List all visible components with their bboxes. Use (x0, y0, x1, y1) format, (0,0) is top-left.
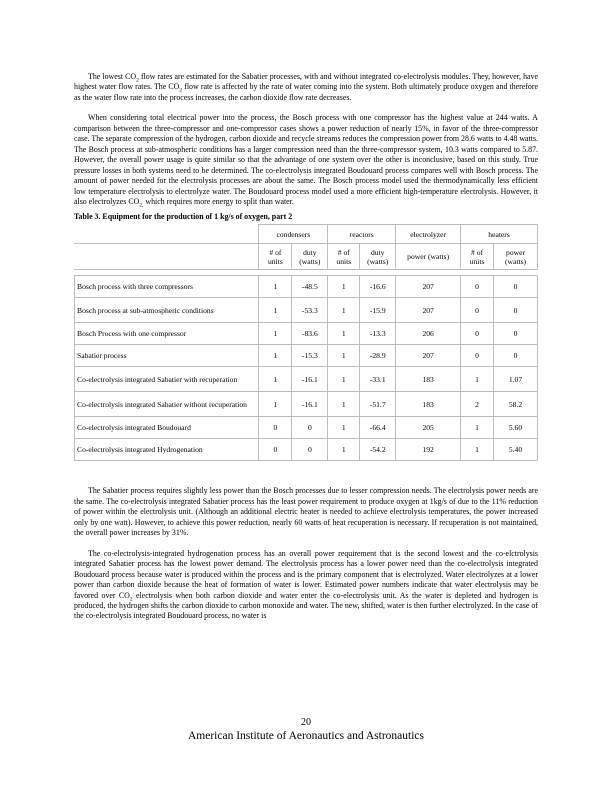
table-row (75, 392, 538, 417)
row-label: Sabatier process (75, 345, 259, 367)
table-cell: 192 (396, 439, 461, 461)
p2-text-b: which requires more energy to split than water. (143, 196, 294, 206)
table-cell: -53.3 (292, 298, 328, 323)
table-corner-cell (75, 225, 259, 244)
table-cell: 183 (396, 367, 461, 392)
paragraph-sabatier: The Sabatier process requires slightly less power than the Bosch processes due to lesser compression needs. The electrolysis power needs are the same. The co-electrolysis integrated Sabatier process has the least power requirement to produce oxygen at 1kg/s of due to the 11% reduction of power within the electrolysis unit. (Although an additional electric heater is needed to achieve electrolysis temperatures, the power increased only by one watt). However, to achieve this power reduction, nearly 60 watts of heat recuperation is necessary. If recuperation is not maintained, the overall power increases by 31%. (74, 486, 538, 538)
row-label: Co-electrolysis integrated Boudouard (75, 417, 259, 439)
row-label: Bosch process at sub-atmospheric conditions (75, 298, 259, 323)
table-cell: -15.9 (360, 298, 396, 323)
p4-text-a: The co-electrolysis-integrated hydrogenation process has an overall power requirement that is the second lowest and the co-elctrolysis integrated Sabatier process has the lowest power demand. The electrolysis process has a lower power need than the co-electrolysis integrated Boudouard process because water is produced within the process and is the primary component that is electrolyzed. Water electrolyzes at a lower power than carbon dioxide because the heat of formation of water is lower. Estimated power numbers indicate that water electrolysis may be favored over CO (74, 548, 538, 600)
table-cell: 1 (328, 367, 360, 392)
table-cell: -51.7 (360, 392, 396, 417)
table-cell: 1 (259, 323, 292, 345)
table-cell: -33.1 (360, 367, 396, 392)
group-header-reactors: reactors (328, 225, 396, 244)
row-label: Co-electrolysis integrated Hydrogenation (75, 439, 259, 461)
table-cell: 0 (461, 276, 494, 298)
subheader-condenser-units: # of units (259, 244, 292, 270)
table-row (75, 323, 538, 345)
table-cell: 207 (396, 276, 461, 298)
table-cell: 58.2 (494, 392, 538, 417)
p1-text-b: flow rates are estimated for the Sabatier processes, with and without integrated co-electrolysis modules. They, however, have highest water flow rates. The CO (74, 72, 539, 92)
row-label: Bosch Process with one compressor (75, 323, 259, 345)
table-cell: 206 (396, 323, 461, 345)
table-cell: 207 (396, 345, 461, 367)
table-cell: 0 (461, 298, 494, 323)
table-cell: -16.1 (292, 392, 328, 417)
table-cell: 1 (328, 417, 360, 439)
p4-text-b: electrolysis when both carbon dioxide and water enter the co-electrolysis unit. As the water is depleted and hydrogen is produced, the hydrogen shifts the carbon dioxide to carbon monoxide and water. The new, shifted, water is then further electrolyzed. In the case of the co-electrolysis integrated Boudouard process, no water is (74, 590, 538, 621)
table-cell: 1 (259, 298, 292, 323)
table-body (75, 276, 538, 461)
table-cell: 1 (328, 345, 360, 367)
paragraph-co2-flow (74, 72, 538, 103)
table-cell: -83.6 (292, 323, 328, 345)
table-cell: 0 (494, 298, 538, 323)
equipment-table (74, 224, 538, 461)
table-cell: -54.2 (360, 439, 396, 461)
subheader-reactor-duty: duty (watts) (360, 244, 396, 270)
table-cell: 205 (396, 417, 461, 439)
paragraph-hydrogenation (74, 549, 538, 622)
table-caption: Table 3. Equipment for the production of 1 kg/s of oxygen, part 2 (74, 212, 293, 222)
table-cell: 183 (396, 392, 461, 417)
footer-organization: American Institute of Aeronautics and Astronautics (187, 730, 424, 742)
table-subheader-row (75, 244, 538, 270)
table-cell: 0 (259, 417, 292, 439)
subheader-electrolyzer-power: power (watts) (396, 244, 461, 270)
table-row (75, 417, 538, 439)
table-cell: 0 (494, 323, 538, 345)
table-row (75, 367, 538, 392)
table-cell: -16.6 (360, 276, 396, 298)
table-cell: -28.9 (360, 345, 396, 367)
row-label: Co-electrolysis integrated Sabatier with recuperation (75, 367, 259, 392)
page-number: 20 (301, 717, 311, 728)
table-cell: 1 (328, 276, 360, 298)
table-cell: 1 (461, 417, 494, 439)
table-cell: 1 (461, 367, 494, 392)
table-cell: 1.07 (494, 367, 538, 392)
table-cell: 1 (259, 367, 292, 392)
table-cell: 0 (259, 439, 292, 461)
p1-sub-2: 2 (179, 88, 183, 95)
table-cell: -16.1 (292, 367, 328, 392)
table-cell: 2 (461, 392, 494, 417)
table-cell: 1 (328, 439, 360, 461)
table-group-header-row (75, 225, 538, 244)
table-cell: -13.3 (360, 323, 396, 345)
p1-text-a: The lowest CO (88, 72, 137, 81)
table-cell: 1 (328, 323, 360, 345)
table-cell: -15.3 (292, 345, 328, 367)
paragraph-electrical-power (74, 113, 538, 207)
p2-sub-1: 2, (139, 202, 144, 209)
table-cell: 0 (494, 276, 538, 298)
subheader-reactor-units: # of units (328, 244, 360, 270)
p4-sub-1: 2 (129, 596, 133, 603)
table-cell: 0 (494, 345, 538, 367)
table-cell: 1 (259, 392, 292, 417)
group-header-heaters: heaters (461, 225, 538, 244)
table-cell: 1 (461, 439, 494, 461)
table-row (75, 439, 538, 461)
table-cell: -66.4 (360, 417, 396, 439)
table-cell: 1 (328, 392, 360, 417)
table-cell: 1 (328, 298, 360, 323)
table-corner-cell-2 (75, 244, 259, 270)
table-cell: 5.40 (494, 439, 538, 461)
p1-sub-1: 2 (136, 77, 139, 84)
table-cell: 1 (259, 345, 292, 367)
table-row (75, 298, 538, 323)
table-cell: 0 (292, 439, 328, 461)
table-cell: 5.60 (494, 417, 538, 439)
table-cell: 0 (292, 417, 328, 439)
table-cell: 1 (259, 276, 292, 298)
table-cell: 0 (461, 345, 494, 367)
group-header-condensers: condensers (259, 225, 328, 244)
table-cell: 207 (396, 298, 461, 323)
subheader-heater-power: power (watts) (494, 244, 538, 270)
subheader-condenser-duty: duty (watts) (292, 244, 328, 270)
p2-text-a: When considering total electrical power into the process, the Bosch process with one compressor has the highest value at 244 watts. A comparison between the three-compressor and one-compressor cases shows a power reduction of nearly 15%, in favor of the three-compressor case. The separate compression of the hydrogen, carbon dioxide and recycle streams reduces the compression power from 28.6 watts to 4.48 watts. The Bosch process at sub-atmospheric conditions has a larger compression need than the three-compressor system, 10.3 watts compared to 5.87. However, the overall power usage is quite similar so that the advantage of one system over the other is inconclusive, based on this study. True pressure losses in both systems need to be determined. The co-electrolysis integrated Boudouard process compares well with Bosch process. The amount of power needed for the electrolysis processes are about the same. The Bosch process model used the thermodynamically less efficient low temperature electrolysis to electrolyze water. The Boudouard process model used a more efficient high-temperature electrolysis. However, it also electrolyzes CO (74, 113, 538, 206)
table-row (75, 276, 538, 298)
page-content (74, 72, 538, 622)
subheader-heater-units: # of units (461, 244, 494, 270)
row-label: Bosch process with three compressors (75, 276, 259, 298)
p1-text-c: flow rate is affected by the rate of water coming into the system. Both ultimately produce oxygen and therefore as the water flow rate into the process increases, the carbon dioxide flow rate decreases. (74, 82, 538, 102)
table-row (75, 345, 538, 367)
table-cell: -48.5 (292, 276, 328, 298)
group-header-electrolyzer: electrolyzer (396, 225, 461, 244)
row-label: Co-electrolysis integrated Sabatier without recuperation (75, 392, 259, 417)
table-cell: 0 (461, 323, 494, 345)
